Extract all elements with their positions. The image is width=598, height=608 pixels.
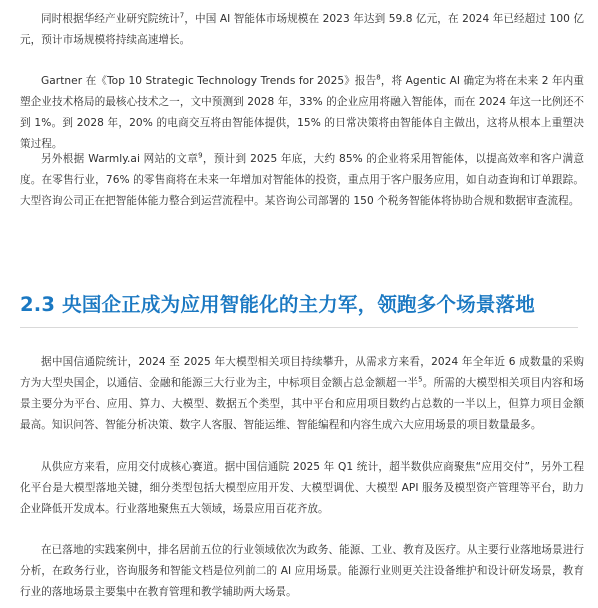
paragraph-text: 从供应方来看，应用交付成核心赛道。据中国信通院 2025 年 Q1 统计，超半数供应商聚焦“应用交付”，另外工程化平台是大模型落地关键，细分类型包括大模型应用开发、大模型调优、大模型 API 服务及模型资产管理等平台，助力企业降低开发成本。行业落地聚焦五大领域，场景应用百花齐放。 [20, 461, 584, 515]
paragraph-text: ，中国 AI 智能体市场规模在 2023 年达到 59.8 亿元，在 2024 年已经超过 100 亿元，预计市场规模将持续高速增长。 [20, 13, 584, 46]
footnote-ref: 7 [179, 11, 185, 20]
paragraph-text: ，预计到 2025 年底，大约 85% 的企业将采用智能体，以提高效率和客户满意度。在零售行业，76% 的零售商将在未来一年增加对智能体的投资，重点用于客户服务应用，如自动查询和订单跟踪。大型咨询公司正在把智能体能力整合到运营流程中。某咨询公司部署的 150 个税务智能体将协助合规和数据审查流程。 [20, 153, 584, 207]
footnote-ref: 8 [376, 73, 381, 82]
paragraph-supply-side [20, 457, 584, 520]
paragraph-market-size [20, 9, 584, 51]
heading-divider [20, 327, 578, 328]
paragraph-text: ，将 Agentic AI 确定为将在未来 2 年内重塑企业技术格局的最核心技术之一，文中预测到 2028 年，33% 的企业应用将融入智能体，而在 2024 年这一比例还不到 1%。到 2028 年，20% 的电商交互将由智能体提供，15% 的日常决策将由智能体自主做出，这将从根本上重塑决策过程。 [20, 75, 584, 150]
footnote-ref: 9 [198, 151, 203, 160]
paragraph-text: 另外根据 Warmly.ai 网站的文章 [41, 153, 199, 165]
footnote-ref: 5 [418, 375, 423, 384]
paragraph-text: 据中国信通院统计，2024 至 2025 年大模型相关项目持续攀升，从需求方来看，2024 年全年近 6 成数量的采购方为大型央国企，以通信、金融和能源三大行业为主，中标项目金额占总金额超一半 [20, 356, 584, 389]
paragraph-text: 在已落地的实践案例中，排名居前五位的行业领域依次为政务、能源、工业、教育及医疗。从主要行业落地场景进行分析，在政务行业，咨询服务和智能文档是位列前二的 AI 应用场景。能源行业则更关注设备维护和设计研发场景，教育行业的落地场景主要集中在教育管理和教学辅助两大场景。 [20, 544, 584, 598]
paragraph-warmly [20, 149, 584, 212]
paragraph-demand-side [20, 352, 584, 436]
paragraph-gartner [20, 71, 584, 155]
paragraph-text: 。所需的大模型相关项目内容和场景主要分为平台、应用、算力、大模型、数据五个类型，其中平台和应用项目数约占总数的一半以上，但算力项目金额最高。知识问答、智能分析决策、数字人客服、智能运维、智能编程和内容生成六大应用场景的项目数量最多。 [20, 377, 584, 431]
paragraph-industry-cases [20, 540, 584, 603]
paragraph-text: 同时根据华经产业研究院统计 [41, 13, 180, 25]
section-heading: 2.3 央国企正成为应用智能化的主力军，领跑多个场景落地 [20, 293, 535, 316]
paragraph-text: Gartner 在《Top 10 Strategic Technology Trends for 2025》报告 [41, 75, 377, 87]
